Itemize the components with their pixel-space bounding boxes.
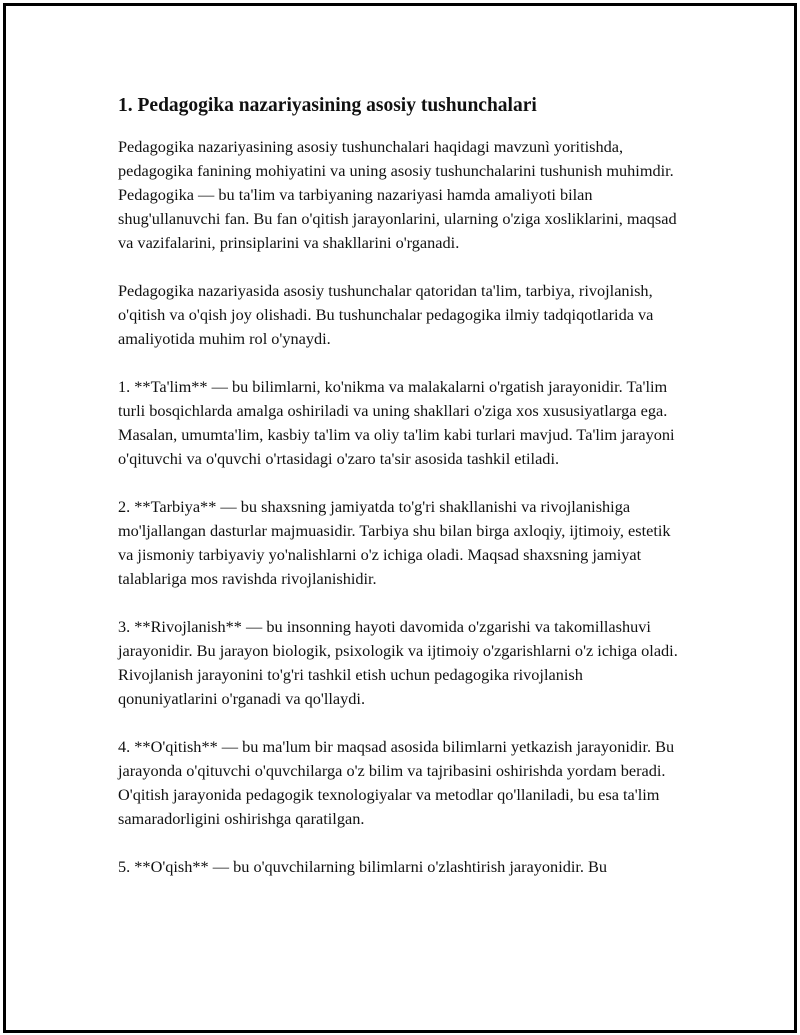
paragraph-oqitish: 4. **O'qitish** — bu ma'lum bir maqsad asosida bilimlarni yetkazish jarayonidir. Bu jarayonda o'qituvchi o'quvchilarga o'z bilim va tajribasini oshirishda yordam beradi. O'qitish jarayonida pedagogik texnologiyalar va metodlar qo'llaniladi, bu esa ta'lim samaradorligini oshirishga qaratilgan. [118, 737, 675, 828]
document-body [118, 92, 684, 903]
paragraph-talim: 1. **Ta'lim** — bu bilimlarni, ko'nikma va malakalarni o'rgatish jarayonidir. Ta'lim turli bosqichlarda amalga oshiriladi va uning shakllari o'ziga xos xususiyatlarga ega. Masalan, umumta'lim, kasbiy ta'lim va oliy ta'lim kabi turlari mavjud. Ta'lim jarayoni o'qituvchi va o'quvchi o'rtasidagi o'zaro ta'sir asosida tashkil etiladi. [118, 377, 675, 468]
document-title: 1. Pedagogika nazariyasining asosiy tushunchalari [118, 95, 537, 116]
paragraph-rivojlanish: 3. **Rivojlanish** — bu insonning hayoti davomida o'zgarishi va takomillashuvi jarayonidir. Bu jarayon biologik, psixologik va ijtimoiy o'zgarishlarni o'z ichiga oladi. Rivojlanish jarayonini to'g'ri tashkil etish uchun pedagogika rivojlanish qonuniyatlarini o'rganadi va qo'llaydi. [118, 617, 678, 708]
paragraph-concepts: Pedagogika nazariyasida asosiy tushunchalar qatoridan ta'lim, tarbiya, rivojlanish, o'qitish va o'qish joy olishadi. Bu tushunchalar pedagogika ilmiy tadqiqotlarida va amaliyotida muhim rol o'ynaydi. [118, 281, 654, 348]
paragraph-oqish: 5. **O'qish** — bu o'quvchilarning bilimlarni o'zlashtirish jarayonidir. Bu [118, 857, 608, 876]
paragraph-intro: Pedagogika nazariyasining asosiy tushunchalari haqidagi mavzunì yoritishda, pedagogika fanining mohiyatini va uning asosiy tushunchalarini tushunish muhimdir. Pedagogika — bu ta'lim va tarbiyaning nazariyasi hamda amaliyoti bilan shug'ullanuvchi fan. Bu fan o'qitish jarayonlarini, ularning o'ziga xosliklarini, maqsad va vazifalarini, prinsiplarini va shakllarini o'rganadi. [118, 137, 677, 252]
paragraph-tarbiya: 2. **Tarbiya** — bu shaxsning jamiyatda to'g'ri shakllanishi va rivojlanishiga mo'ljallangan dasturlar majmuasidir. Tarbiya shu bilan birga axloqiy, ijtimoiy, estetik va jismoniy tarbiyaviy yo'nalishlarni o'z ichiga oladi. Maqsad shaxsning jamiyat talablariga mos ravishda rivojlanishidir. [118, 497, 671, 588]
